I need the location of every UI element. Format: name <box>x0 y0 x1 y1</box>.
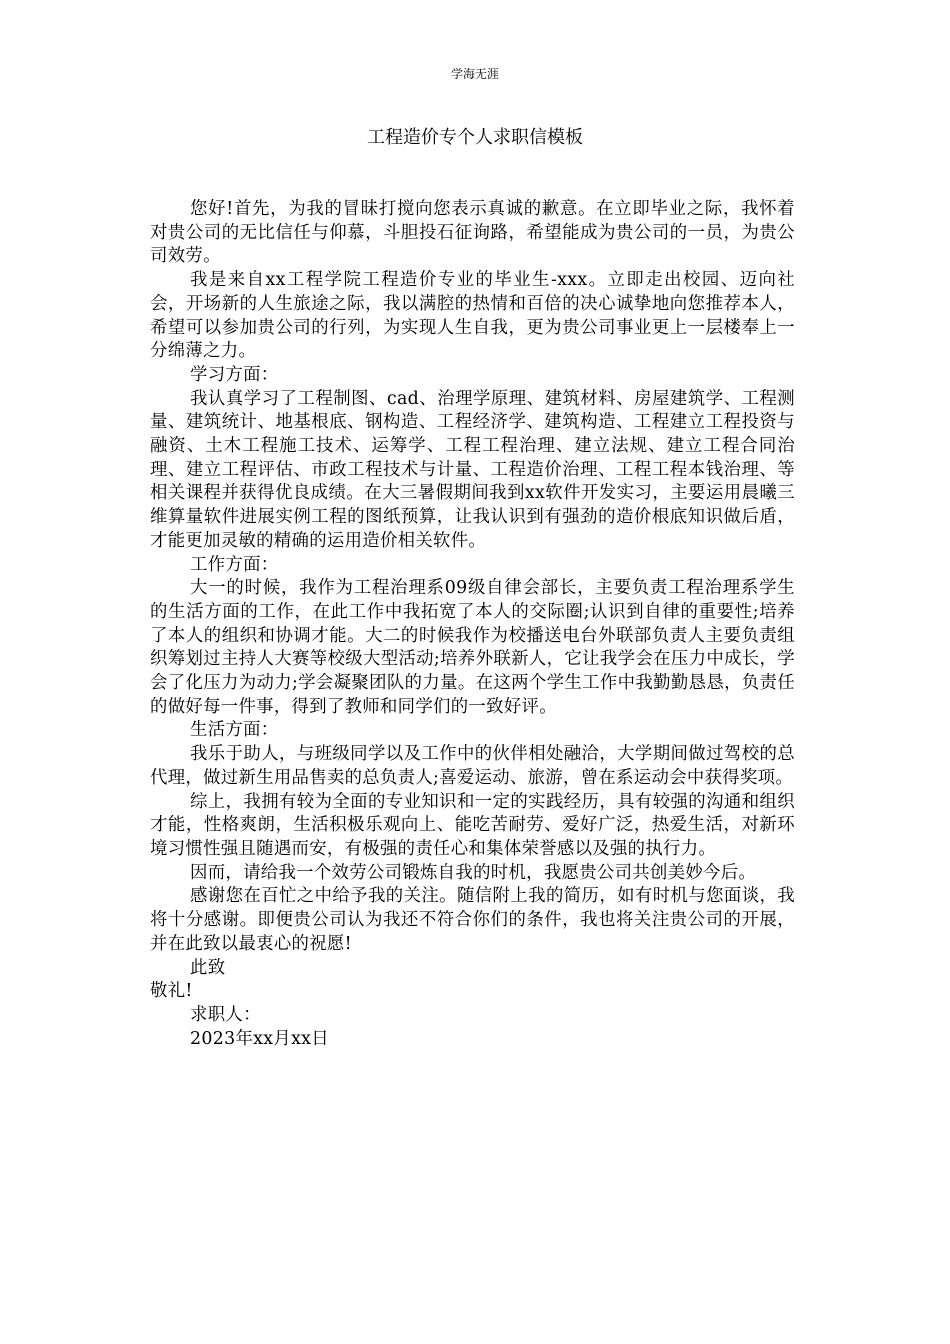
section-heading-study: 学习方面： <box>190 364 279 385</box>
paragraph-greeting: 您好!首先，为我的冒昧打搅向您表示真诚的歉意。在立即毕业之际，我怀着对贵公司的无比信任与仰慕，斗胆投石征询路，希望能成为贵公司的一员，为贵公司效劳。 <box>150 199 795 267</box>
letter-date: 2023年xx月xx日 <box>190 1028 329 1049</box>
closing-line-2: 敬礼! <box>150 981 193 1002</box>
closing-line-1: 此致 <box>190 957 226 978</box>
paragraph-work: 大一的时候，我作为工程治理系09级自律会部长，主要负责工程治理系学生的生活方面的工作，在此工作中我拓宽了本人的交际圈;认识到自律的重要性;培养了本人的组织和协调才能。大二的时候我作为校播送电台外联部负责人主要负责组织筹划过主持人大赛等校级大型活动;培养外联新人，它让我学会在压力中成长，学会了化压力为动力;学会凝聚团队的力量。在这两个学生工作中我勤勤恳恳，负责任的做好每一件事，得到了教师和同学们的一致好评。 <box>150 578 795 717</box>
paragraph-summary: 综上，我拥有较为全面的专业知识和一定的实践经历，具有较强的沟通和组织才能，性格爽朗，生活积极乐观向上、能吃苦耐劳、爱好广泛，热爱生活，对新环境习惯性强且随遇而安，有极强的责任心和集体荣誉感以及强的执行力。 <box>150 791 795 859</box>
section-heading-life: 生活方面： <box>190 720 279 741</box>
paragraph-life: 我乐于助人，与班级同学以及工作中的伙伴相处融洽，大学期间做过驾校的总代理，做过新生用品售卖的总负责人;喜爱运动、旅游，曾在系运动会中获得奖项。 <box>150 744 795 788</box>
paragraph-introduction: 我是来自xx工程学院工程造价专业的毕业生-xxx。立即走出校园、迈向社会，开场新的人生旅途之际，我以满腔的热情和百倍的决心诚挚地向您推荐本人，希望可以参加贵公司的行列，为实现人生自我，更为贵公司事业更上一层楼奉上一分绵薄之力。 <box>150 270 795 362</box>
paragraph-study: 我认真学习了工程制图、cad、治理学原理、建筑材料、房屋建筑学、工程测量、建筑统计、地基根底、钢构造、工程经济学、建筑构造、工程建立工程投资与融资、土木工程施工技术、运筹学、工程工程治理、建立法规、建立工程合同治理、建立工程评估、市政工程技术与计量、工程造价治理、工程工程本钱治理、等相关课程并获得优良成绩。在大三暑假期间我到xx软件开发实习，主要运用晨曦三维算量软件进展实例工程的图纸预算，让我认识到有强劲的造价根底知识做后盾，才能更加灵敏的精确的运用造价相关软件。 <box>150 388 795 551</box>
section-heading-work: 工作方面： <box>190 554 279 575</box>
letter-body <box>150 198 795 1051</box>
document-title: 工程造价专个人求职信模板 <box>367 127 583 148</box>
paragraph-request: 因而，请给我一个效劳公司锻炼自我的时机，我愿贵公司共创美妙今后。 <box>190 862 757 883</box>
signature-label: 求职人： <box>190 1004 261 1025</box>
paragraph-thanks: 感谢您在百忙之中给予我的关注。随信附上我的简历，如有时机与您面谈，我将十分感谢。即便贵公司认为我还不符合你们的条件，我也将关注贵公司的开展，并在此致以最衷心的祝愿! <box>150 886 795 954</box>
header-watermark: 学海无涯 <box>450 67 499 81</box>
